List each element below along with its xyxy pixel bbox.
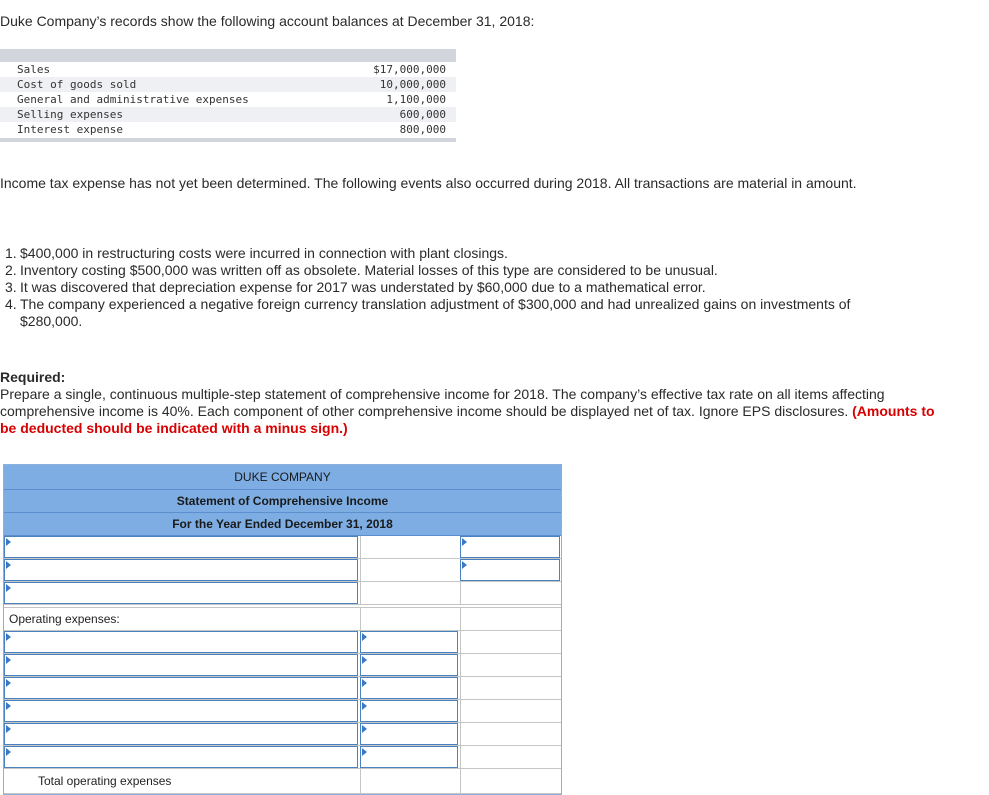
expense-item-select[interactable] — [4, 700, 358, 722]
balance-amount: 10,000,000 — [379, 78, 446, 91]
events-list — [0, 245, 900, 330]
empty-cell — [460, 700, 561, 722]
dropdown-marker-icon — [6, 748, 11, 756]
statement-worksheet — [3, 464, 562, 795]
required-heading: Required: — [0, 369, 66, 385]
expense-amount-input[interactable] — [360, 723, 458, 745]
expense-item-select[interactable] — [4, 677, 358, 699]
balance-row — [0, 107, 456, 122]
required-section — [0, 369, 945, 437]
table-row — [4, 700, 561, 723]
expense-amount-input[interactable] — [360, 746, 458, 768]
table-row — [4, 769, 561, 794]
balances-footer-bar — [0, 138, 456, 142]
line-item-select[interactable] — [4, 559, 358, 581]
total-operating-expenses-value — [460, 769, 561, 793]
empty-cell — [460, 654, 561, 676]
dropdown-marker-icon — [6, 584, 11, 592]
amount-input[interactable] — [460, 536, 560, 558]
table-row — [4, 654, 561, 677]
dropdown-marker-icon — [6, 633, 11, 641]
empty-cell — [360, 582, 459, 604]
table-row — [4, 559, 561, 582]
balance-row — [0, 77, 456, 92]
empty-cell — [360, 559, 459, 581]
balance-amount: 600,000 — [399, 108, 446, 121]
empty-cell — [360, 769, 459, 793]
amount-input[interactable] — [460, 559, 560, 581]
expense-item-select[interactable] — [4, 654, 358, 676]
balance-amount: 800,000 — [399, 123, 446, 136]
balances-header-bar — [0, 49, 456, 62]
balance-label: General and administrative expenses — [17, 93, 249, 106]
company-name: DUKE COMPANY — [4, 465, 561, 490]
empty-cell — [460, 582, 561, 604]
balance-amount: $17,000,000 — [373, 63, 446, 76]
item-text: The company experienced a negative foreign currency translation adjustment of $300,000 and had unrealized gains on investments of $280,000. — [20, 296, 851, 329]
expense-amount-input[interactable] — [360, 700, 458, 722]
required-text-block — [0, 386, 945, 437]
empty-cell — [460, 723, 561, 745]
total-operating-expenses-label-cell — [4, 769, 392, 793]
table-row — [4, 608, 561, 631]
expense-item-select[interactable] — [4, 723, 358, 745]
account-balances-table — [0, 49, 456, 142]
line-item-select[interactable] — [4, 536, 358, 558]
dropdown-marker-icon — [6, 656, 11, 664]
dropdown-marker-icon — [6, 679, 11, 687]
expense-amount-input[interactable] — [360, 631, 458, 653]
required-text: Prepare a single, continuous multiple-step statement of comprehensive income for 2018. The company’s effective tax rate on all items affecting comprehensive income is 40%. Each component of other comprehensive income should be displayed net of tax. Ignore EPS disclosures. — [0, 386, 885, 419]
expense-item-select[interactable] — [4, 631, 358, 653]
dropdown-marker-icon — [362, 656, 367, 664]
table-row — [4, 536, 561, 559]
empty-cell — [460, 677, 561, 699]
table-row — [4, 631, 561, 654]
required-note: (Amounts to be deducted should be indicated with a minus sign.) — [0, 403, 935, 436]
item-number: 1. — [5, 245, 17, 261]
dropdown-marker-icon — [6, 725, 11, 733]
balance-label: Selling expenses — [17, 108, 123, 121]
item-text: $400,000 in restructuring costs were incurred in connection with plant closings. — [20, 245, 508, 261]
balance-label: Interest expense — [17, 123, 123, 136]
item-number: 4. — [5, 296, 17, 312]
expense-amount-input[interactable] — [360, 677, 458, 699]
dropdown-marker-icon — [362, 702, 367, 710]
dropdown-marker-icon — [462, 538, 467, 546]
balance-label: Cost of goods sold — [17, 78, 137, 91]
statement-period: For the Year Ended December 31, 2018 — [4, 513, 561, 536]
table-row — [4, 723, 561, 746]
empty-cell — [460, 608, 561, 630]
balance-label: Sales — [17, 63, 51, 76]
expense-item-select[interactable] — [4, 746, 358, 768]
dropdown-marker-icon — [362, 725, 367, 733]
empty-cell — [460, 631, 561, 653]
list-item — [0, 262, 900, 279]
balance-row — [0, 62, 456, 77]
list-item — [0, 296, 900, 330]
line-item-select[interactable] — [4, 582, 358, 604]
item-number: 2. — [5, 262, 17, 278]
table-row — [4, 746, 561, 769]
total-operating-expenses-label: Total operating expenses — [38, 774, 172, 788]
balance-row — [0, 122, 456, 137]
empty-cell — [360, 608, 459, 630]
table-row — [4, 582, 561, 605]
table-row — [4, 677, 561, 700]
operating-expenses-label-cell — [4, 608, 363, 630]
dropdown-marker-icon — [6, 702, 11, 710]
info-paragraph: Income tax expense has not yet been determined. The following events also occurred during 2018. All transactions are material in amount. — [0, 175, 857, 191]
empty-cell — [360, 536, 459, 558]
dropdown-marker-icon — [362, 679, 367, 687]
item-number: 3. — [5, 279, 17, 295]
dropdown-marker-icon — [6, 538, 11, 546]
intro-text: Duke Company’s records show the following account balances at December 31, 2018: — [0, 13, 535, 29]
item-text: It was discovered that depreciation expense for 2017 was understated by $60,000 due to a mathematical error. — [20, 279, 706, 295]
balance-row — [0, 92, 456, 107]
balance-amount: 1,100,000 — [386, 93, 446, 106]
dropdown-marker-icon — [462, 561, 467, 569]
operating-expenses-label: Operating expenses: — [9, 612, 120, 626]
item-text: Inventory costing $500,000 was written off as obsolete. Material losses of this type are considered to be unusual. — [20, 262, 718, 278]
list-item — [0, 245, 900, 262]
dropdown-marker-icon — [362, 633, 367, 641]
empty-cell — [460, 746, 561, 768]
expense-amount-input[interactable] — [360, 654, 458, 676]
list-item — [0, 279, 900, 296]
dropdown-marker-icon — [362, 748, 367, 756]
dropdown-marker-icon — [6, 561, 11, 569]
statement-title: Statement of Comprehensive Income — [4, 490, 561, 513]
